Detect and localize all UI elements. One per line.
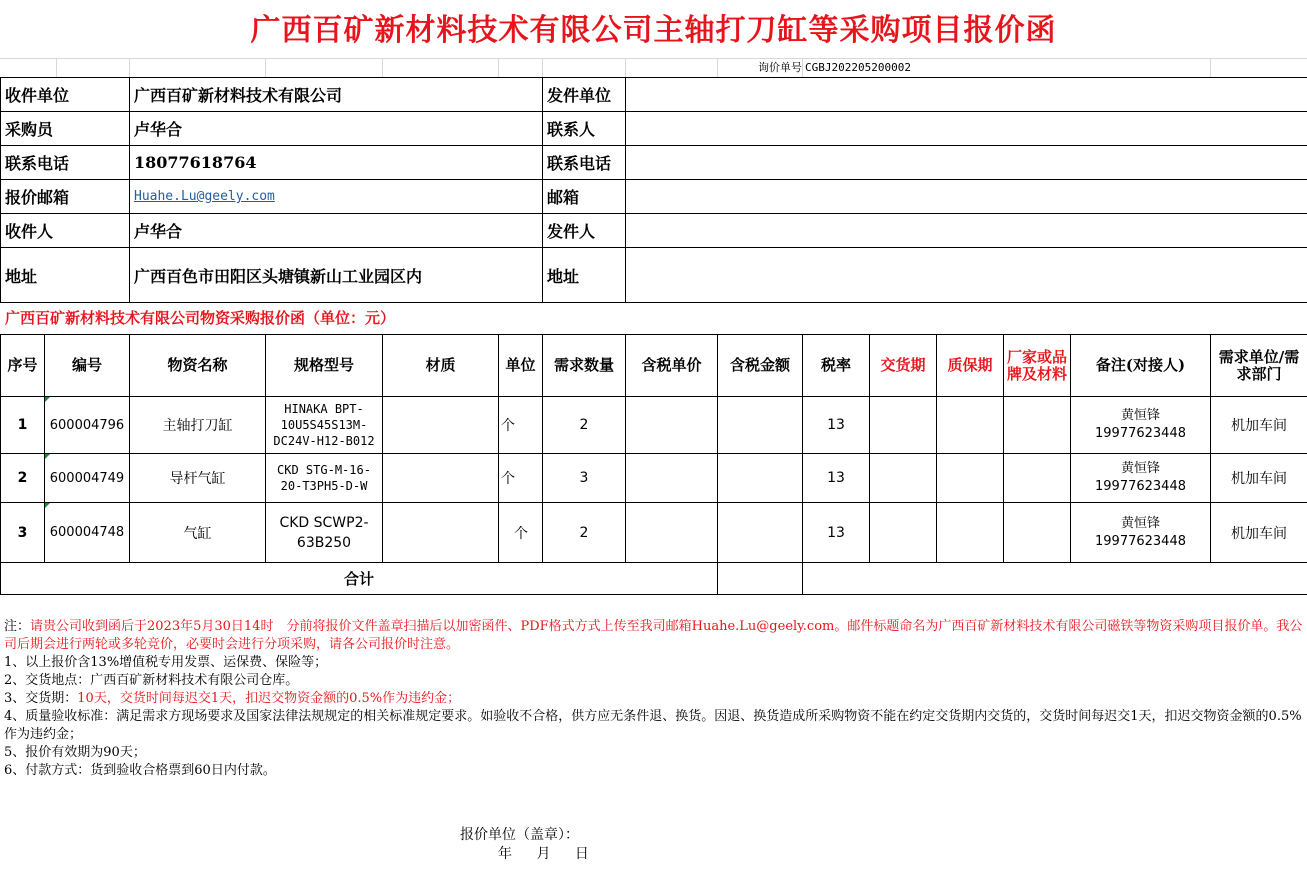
item-tax[interactable]: 13: [803, 503, 870, 563]
gridline: [498, 59, 499, 77]
phone-label: 联系电话: [1, 146, 130, 180]
item-unit[interactable]: 个: [499, 503, 543, 563]
gridline: [625, 59, 626, 77]
email-label: 邮箱: [543, 180, 626, 214]
col-brand: 厂家或品牌及材料: [1004, 335, 1071, 397]
contact-phone: 19977623448: [1095, 533, 1186, 549]
sender-phone-value[interactable]: [626, 146, 1307, 180]
item-material[interactable]: [383, 503, 499, 563]
notes-section: [4, 618, 1304, 780]
sender-phone-label: 联系电话: [543, 146, 626, 180]
section-title: 广西百矿新材料技术有限公司物资采购报价函（单位：元）: [5, 309, 396, 327]
item-delivery[interactable]: [870, 397, 937, 454]
total-amount[interactable]: [718, 563, 803, 595]
item-warranty[interactable]: [937, 503, 1004, 563]
col-unit: 单位: [499, 335, 543, 397]
item-spec[interactable]: CKD SCWP2-63B250: [266, 503, 383, 563]
item-unit-price[interactable]: [626, 503, 718, 563]
page-title: 广西百矿新材料技术有限公司主轴打刀缸等采购项目报价函: [250, 13, 1057, 48]
quote-email-label: 报价邮箱: [1, 180, 130, 214]
item-qty[interactable]: 2: [543, 503, 626, 563]
col-qty: 需求数量: [543, 335, 626, 397]
recipient-unit-label: 收件单位: [1, 78, 130, 112]
col-unit-price: 含税单价: [626, 335, 718, 397]
sender-unit-value[interactable]: [626, 78, 1307, 112]
gridline: [129, 59, 130, 77]
gridline: [717, 59, 718, 77]
col-code: 编号: [45, 335, 130, 397]
quote-email-cell: [130, 180, 543, 214]
buyer-value[interactable]: 卢华合: [130, 112, 543, 146]
contact-name: 黄恒锋: [1120, 515, 1160, 531]
sender-address-label: 地址: [543, 248, 626, 303]
total-label: 合计: [1, 563, 718, 595]
inquiry-number-label: 询价单号: [758, 61, 802, 74]
col-name: 物资名称: [130, 335, 266, 397]
item-delivery[interactable]: [870, 503, 937, 563]
item-code[interactable]: 600004749: [45, 454, 130, 503]
item-seq: 3: [1, 503, 45, 563]
contact-phone: 19977623448: [1095, 479, 1186, 494]
item-code[interactable]: 600004748: [45, 503, 130, 563]
note-1: 1、以上报价含13%增值税专用发票、运保费、保险等；: [4, 655, 328, 670]
gridline: [265, 59, 266, 77]
contact-info-table: [0, 77, 1307, 303]
total-row: [1, 563, 1307, 595]
item-remark[interactable]: [1071, 454, 1211, 503]
recipient-unit-value[interactable]: 广西百矿新材料技术有限公司: [130, 78, 543, 112]
gridline: [382, 59, 383, 77]
item-material[interactable]: [383, 397, 499, 454]
item-name[interactable]: 导杆气缸: [130, 454, 266, 503]
item-tax[interactable]: 13: [803, 397, 870, 454]
item-qty[interactable]: 3: [543, 454, 626, 503]
phone-value[interactable]: 18077618764: [130, 146, 543, 180]
col-warranty: 质保期: [937, 335, 1004, 397]
table-header-row: [1, 335, 1307, 397]
quote-email-link[interactable]: Huahe.Lu@geely.com: [134, 189, 275, 204]
note-2: 2、交货地点：广西百矿新材料技术有限公司仓库。: [4, 673, 299, 688]
sender-value[interactable]: [626, 214, 1307, 248]
item-remark[interactable]: [1071, 503, 1211, 563]
item-amount[interactable]: [718, 397, 803, 454]
item-spec[interactable]: CKD STG-M-16-20-T3PH5-D-W: [266, 454, 383, 503]
note-5: 5、报价有效期为90天；: [4, 745, 146, 760]
col-remark: 备注(对接人): [1071, 335, 1211, 397]
note-6: 6、付款方式：货到验收合格票到60日内付款。: [4, 763, 276, 778]
item-dept[interactable]: 机加车间: [1211, 454, 1307, 503]
item-brand[interactable]: [1004, 454, 1071, 503]
gridline: [542, 59, 543, 77]
item-unit[interactable]: 个: [499, 454, 543, 503]
item-warranty[interactable]: [937, 454, 1004, 503]
item-brand[interactable]: [1004, 503, 1071, 563]
buyer-label: 采购员: [1, 112, 130, 146]
receiver-value[interactable]: 卢华合: [130, 214, 543, 248]
col-tax: 税率: [803, 335, 870, 397]
col-spec: 规格型号: [266, 335, 383, 397]
note-4: 4、质量验收标准：满足需求方现场要求及国家法律法规规定的相关标准规定要求。如验收不合格，供方应无条件退、换货。因退、换货造成所采购物资不能在约定交货期内交货的，交货时间每迟交1天，扣迟交物资金额的0.5%作为违约金；: [4, 709, 1302, 742]
item-material[interactable]: [383, 454, 499, 503]
col-delivery: 交货期: [870, 335, 937, 397]
total-remainder: [803, 563, 1307, 595]
item-unit-price[interactable]: [626, 454, 718, 503]
item-tax[interactable]: 13: [803, 454, 870, 503]
item-warranty[interactable]: [937, 397, 1004, 454]
note-3: [4, 690, 1304, 708]
email-value[interactable]: [626, 180, 1307, 214]
sender-unit-label: 发件单位: [543, 78, 626, 112]
note-3-prefix: 3、交货期：: [4, 691, 78, 706]
contact-name: 黄恒锋: [1120, 461, 1160, 476]
item-seq: 1: [1, 397, 45, 454]
sender-address-value[interactable]: [626, 248, 1307, 303]
contact-name: 黄恒锋: [1120, 408, 1160, 423]
inquiry-number[interactable]: CGBJ202205200002: [805, 61, 911, 74]
contact-phone: 19977623448: [1095, 426, 1186, 441]
table-row: [1, 397, 1307, 454]
gridline: [802, 59, 803, 77]
item-brand[interactable]: [1004, 397, 1071, 454]
contact-person-label: 联系人: [543, 112, 626, 146]
table-row: [1, 454, 1307, 503]
item-delivery[interactable]: [870, 454, 937, 503]
address-label: 地址: [1, 248, 130, 303]
col-seq: 序号: [1, 335, 45, 397]
inquiry-row: [0, 59, 1307, 77]
table-row: [1, 503, 1307, 563]
receiver-label: 收件人: [1, 214, 130, 248]
item-amount[interactable]: [718, 454, 803, 503]
gridline: [1210, 59, 1211, 77]
col-material: 材质: [383, 335, 499, 397]
item-amount[interactable]: [718, 503, 803, 563]
item-spec[interactable]: HINAKA BPT-10U5S45S13M-DC24V-H12-B012: [266, 397, 383, 454]
item-dept[interactable]: 机加车间: [1211, 397, 1307, 454]
seal-label: 报价单位（盖章）：: [460, 827, 579, 843]
col-dept: 需求单位/需求部门: [1211, 335, 1307, 397]
note-3-text: 10天，交货时间每迟交1天，扣迟交物资金额的0.5%作为违约金；: [77, 691, 461, 706]
item-qty[interactable]: 2: [543, 397, 626, 454]
item-unit[interactable]: 个: [499, 397, 543, 454]
item-name[interactable]: 主轴打刀缸: [130, 397, 266, 454]
item-seq: 2: [1, 454, 45, 503]
items-table: [0, 334, 1307, 595]
address-value[interactable]: 广西百色市田阳区头塘镇新山工业园区内: [130, 248, 543, 303]
note-prefix: 注：: [4, 619, 31, 634]
item-unit-price[interactable]: [626, 397, 718, 454]
item-dept[interactable]: 机加车间: [1211, 503, 1307, 563]
col-amount: 含税金额: [718, 335, 803, 397]
gridline: [56, 59, 57, 77]
item-code[interactable]: 600004796: [45, 397, 130, 454]
date-label: 年 月 日: [498, 846, 589, 862]
item-name[interactable]: 气缸: [130, 503, 266, 563]
note-main-text: 请贵公司收到函后于2023年5月30日14时 分前将报价文件盖章扫描后以加密函件、PDF格式方式上传至我司邮箱Huahe.Lu@geely.com。邮件标题命名为广西百矿新材料技术有限公司磁铁等物资采购项目报价单。我公司后期会进行两轮或多轮竞价，必要时会进行分项采购，请各公司报价时注意。: [4, 619, 1303, 652]
sender-label: 发件人: [543, 214, 626, 248]
item-remark[interactable]: [1071, 397, 1211, 454]
note-main: [4, 618, 1304, 654]
contact-person-value[interactable]: [626, 112, 1307, 146]
